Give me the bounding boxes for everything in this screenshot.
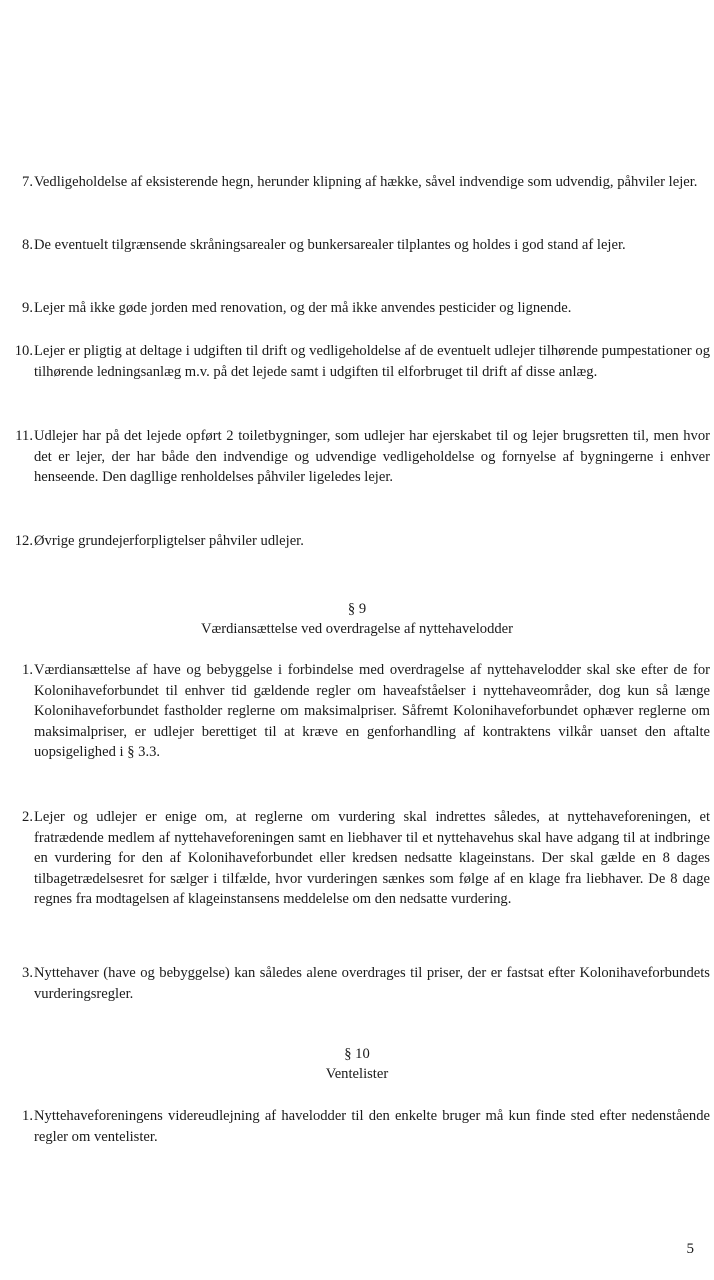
section-9-title: Værdiansættelse ved overdragelse af nyttehavelodder [200, 621, 514, 637]
item-number: 12. [14, 533, 33, 549]
section-10-title: Ventelister [325, 1066, 389, 1082]
item-number: 10. [14, 343, 33, 359]
item-number: 2. [22, 809, 33, 825]
section-9-mark: § 9 [347, 601, 367, 617]
item-number: 8. [22, 237, 33, 253]
item-text: Vedligeholdelse af eksisterende hegn, herunder klipning af hække, såvel indvendige som udvendig, påhviler lejer. [34, 174, 698, 190]
section-10-mark: § 10 [344, 1046, 370, 1062]
item-number: 11. [15, 428, 33, 444]
item-number: 7. [22, 174, 33, 190]
item-text: Lejer er pligtig at deltage i udgiften til drift og vedligeholdelse af de eventuelt udlejer tilhørende pumpestationer og tilhørende ledningsanlæg m.v. på det lejede samt i udgiften til elforbruget til drift af disse anlæg. [34, 343, 710, 380]
item-text: Nyttehaveforeningens videreudlejning af havelodder til den enkelte bruger må kun finde sted efter nedenstående regler om ventelister. [34, 1108, 710, 1145]
item-number: 1. [22, 1108, 33, 1124]
item-number: 9. [22, 300, 33, 316]
item-text: Øvrige grundejerforpligtelser påhviler udlejer. [34, 533, 304, 549]
item-text: Lejer og udlejer er enige om, at reglerne om vurdering skal indrettes således, at nyttehaveforeningen, et fratrædende medlem af nyttehaveforeningen samt en liebhaver til et nyttehavehus skal have adgang til at indbringe en vurdering for den af Kolonihaveforbundet eller kredsen nedsatte klageinstans. Der skal gælde en 8 dages tilbagetrædelsesret for sælger i tilfælde, hvor vurderingen sænkes som følge af en klage fra liebhaver. De 8 dage regnes fra modtagelsen af klageinstansens meddelelse om den nedsatte vurdering. [34, 809, 710, 907]
item-text: Udlejer har på det lejede opført 2 toiletbygninger, som udlejer har ejerskabet til og lejer brugsretten til, men hvor det er lejer, der har både den indvendige og udvendige vedligeholdelse og fornyelse af bygningerne i enhver henseende. Den dagllige renholdelses påhviler ligeledes lejer. [34, 428, 710, 485]
item-text: Lejer må ikke gøde jorden med renovation, og der må ikke anvendes pesticider og lignende. [34, 300, 572, 316]
item-text: Værdiansættelse af have og bebyggelse i forbindelse med overdragelse af nyttehavelodder skal ske efter de for Kolonihaveforbundet til enhver tid gældende regler om haveafståelser i nyttehaveområder, dog kun så længe Kolonihaveforbundet fastholder reglerne om maksimalpriser. Såfremt Kolonihaveforbundet ophæver reglerne om maksimalpriser, er udlejer berettiget til at kræve en genforhandling af kontraktens vilkår uanset den aftalte uopsigelighed i § 3.3. [34, 662, 710, 760]
item-number: 3. [22, 965, 33, 981]
page-number: 5 [686, 1241, 694, 1257]
item-text: De eventuelt tilgrænsende skråningsarealer og bunkersarealer tilplantes og holdes i god stand af lejer. [34, 237, 626, 253]
item-number: 1. [22, 662, 33, 678]
item-text: Nyttehaver (have og bebyggelse) kan således alene overdrages til priser, der er fastsat efter Kolonihaveforbundets vurderingsregler. [34, 965, 710, 1002]
